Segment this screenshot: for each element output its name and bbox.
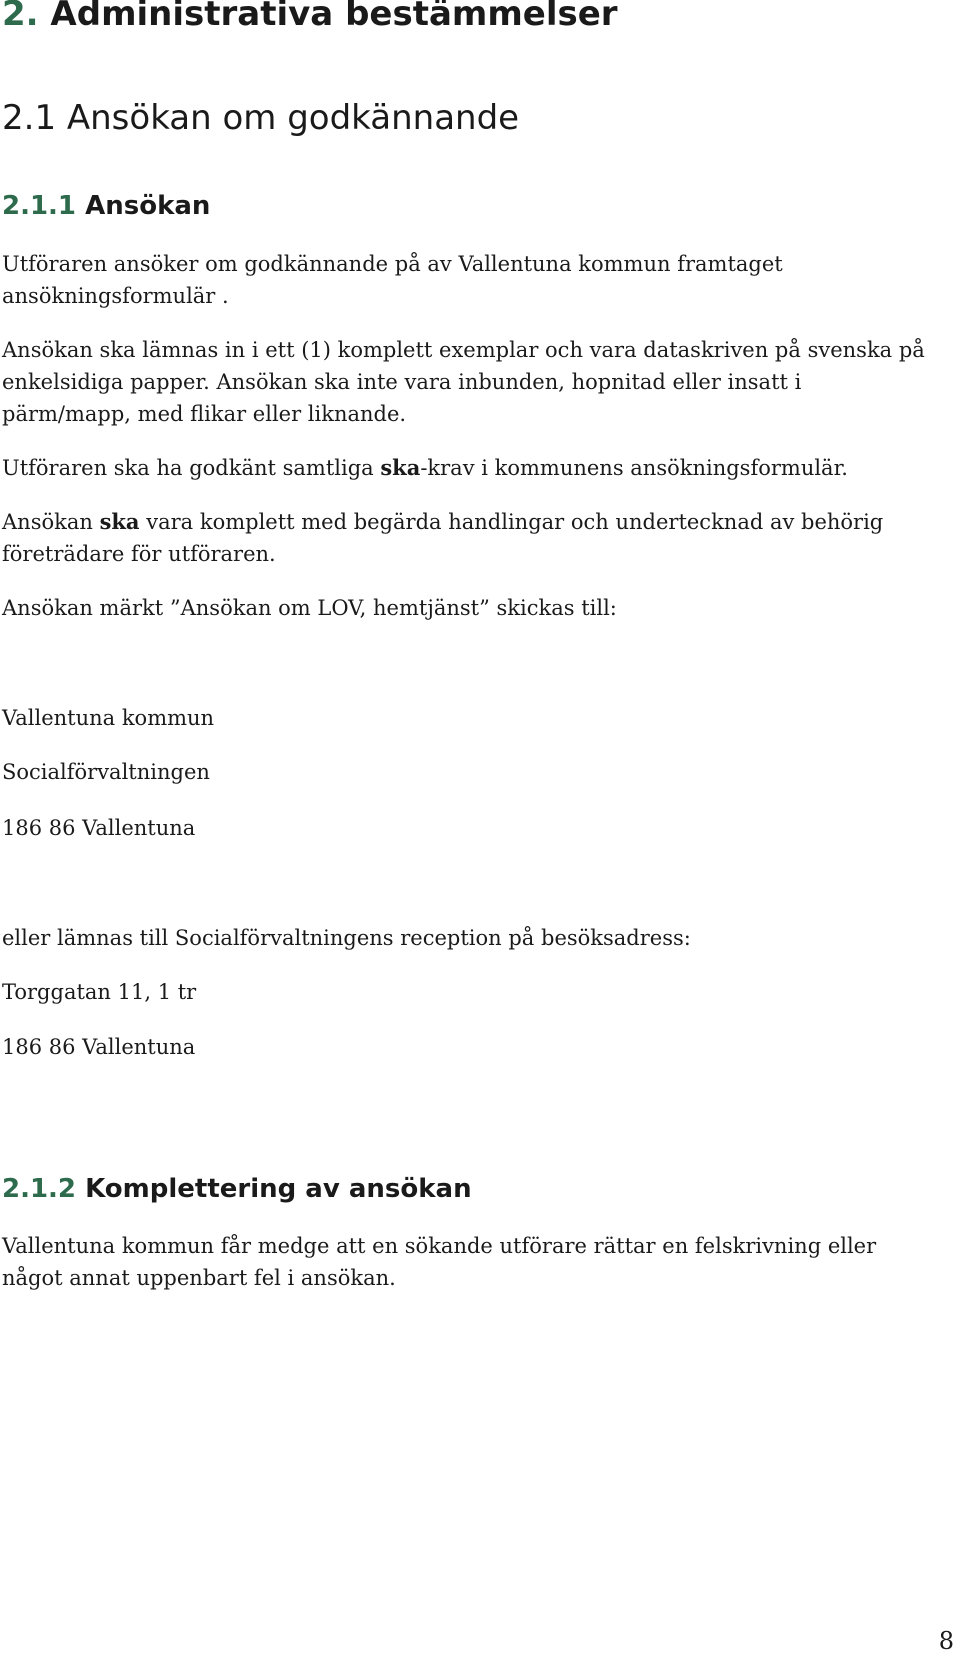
section-title: Komplettering av ansökan xyxy=(85,1174,472,1204)
address-line-postort: 186 86 Vallentuna xyxy=(2,816,196,840)
text-line: Utföraren ansöker om godkännande på av Vallentuna kommun framtaget xyxy=(2,252,783,276)
text-segment: -krav i kommunens ansökningsformulär. xyxy=(420,456,848,480)
heading-section-2-1-1 xyxy=(2,190,210,222)
heading-section-2-1-2 xyxy=(2,1173,472,1205)
section-number: 2.1.1 xyxy=(2,191,77,221)
paragraph-komplett xyxy=(2,506,883,570)
paragraph-besoksadress: eller lämnas till Socialförvaltningens reception på besöksadress: xyxy=(2,926,691,950)
address-line-kommun: Vallentuna kommun xyxy=(2,706,215,730)
page-number: 8 xyxy=(938,1627,954,1655)
visiting-address-postort: 186 86 Vallentuna xyxy=(2,1035,196,1059)
text-line: Vallentuna kommun får medge att en sökande utförare rättar en felskrivning eller xyxy=(2,1234,877,1258)
section-title: Ansökan xyxy=(85,191,211,221)
heading-title: Administrativa bestämmelser xyxy=(50,0,618,34)
emphasis-ska: ska xyxy=(99,509,140,534)
heading-number: 2. xyxy=(2,0,39,34)
address-line-forvaltning: Socialförvaltningen xyxy=(2,760,210,784)
text-segment: vara komplett med begärda handlingar och undertecknad av behörig xyxy=(139,510,884,534)
text-line: enkelsidiga papper. Ansökan ska inte vara inbunden, hopnitad eller insatt i xyxy=(2,370,802,394)
paragraph-skickas-till: Ansökan märkt ”Ansökan om LOV, hemtjänst” skickas till: xyxy=(2,596,617,620)
heading-administrativa-bestammelser xyxy=(2,0,618,34)
paragraph-komplettering xyxy=(2,1230,876,1294)
text-segment: Utföraren ska ha godkänt samtliga xyxy=(2,456,381,480)
visiting-address-street: Torggatan 11, 1 tr xyxy=(2,980,197,1004)
emphasis-ska: ska xyxy=(380,455,421,480)
paragraph-ansokan-format xyxy=(2,334,925,430)
text-line: företrädare för utföraren. xyxy=(2,542,276,566)
text-segment: Ansökan xyxy=(2,510,100,534)
text-line: pärm/mapp, med flikar eller liknande. xyxy=(2,402,407,426)
paragraph-ska-krav xyxy=(2,452,848,484)
text-line: något annat uppenbart fel i ansökan. xyxy=(2,1266,396,1290)
text-line: Ansökan ska lämnas in i ett (1) komplett exemplar och vara dataskriven på svenska på xyxy=(2,338,925,362)
heading-ansokan-om-godkannande: 2.1 Ansökan om godkännande xyxy=(2,98,520,138)
section-number: 2.1.2 xyxy=(2,1174,77,1204)
text-line: ansökningsformulär . xyxy=(2,284,229,308)
paragraph-ansokan-intro xyxy=(2,248,783,312)
